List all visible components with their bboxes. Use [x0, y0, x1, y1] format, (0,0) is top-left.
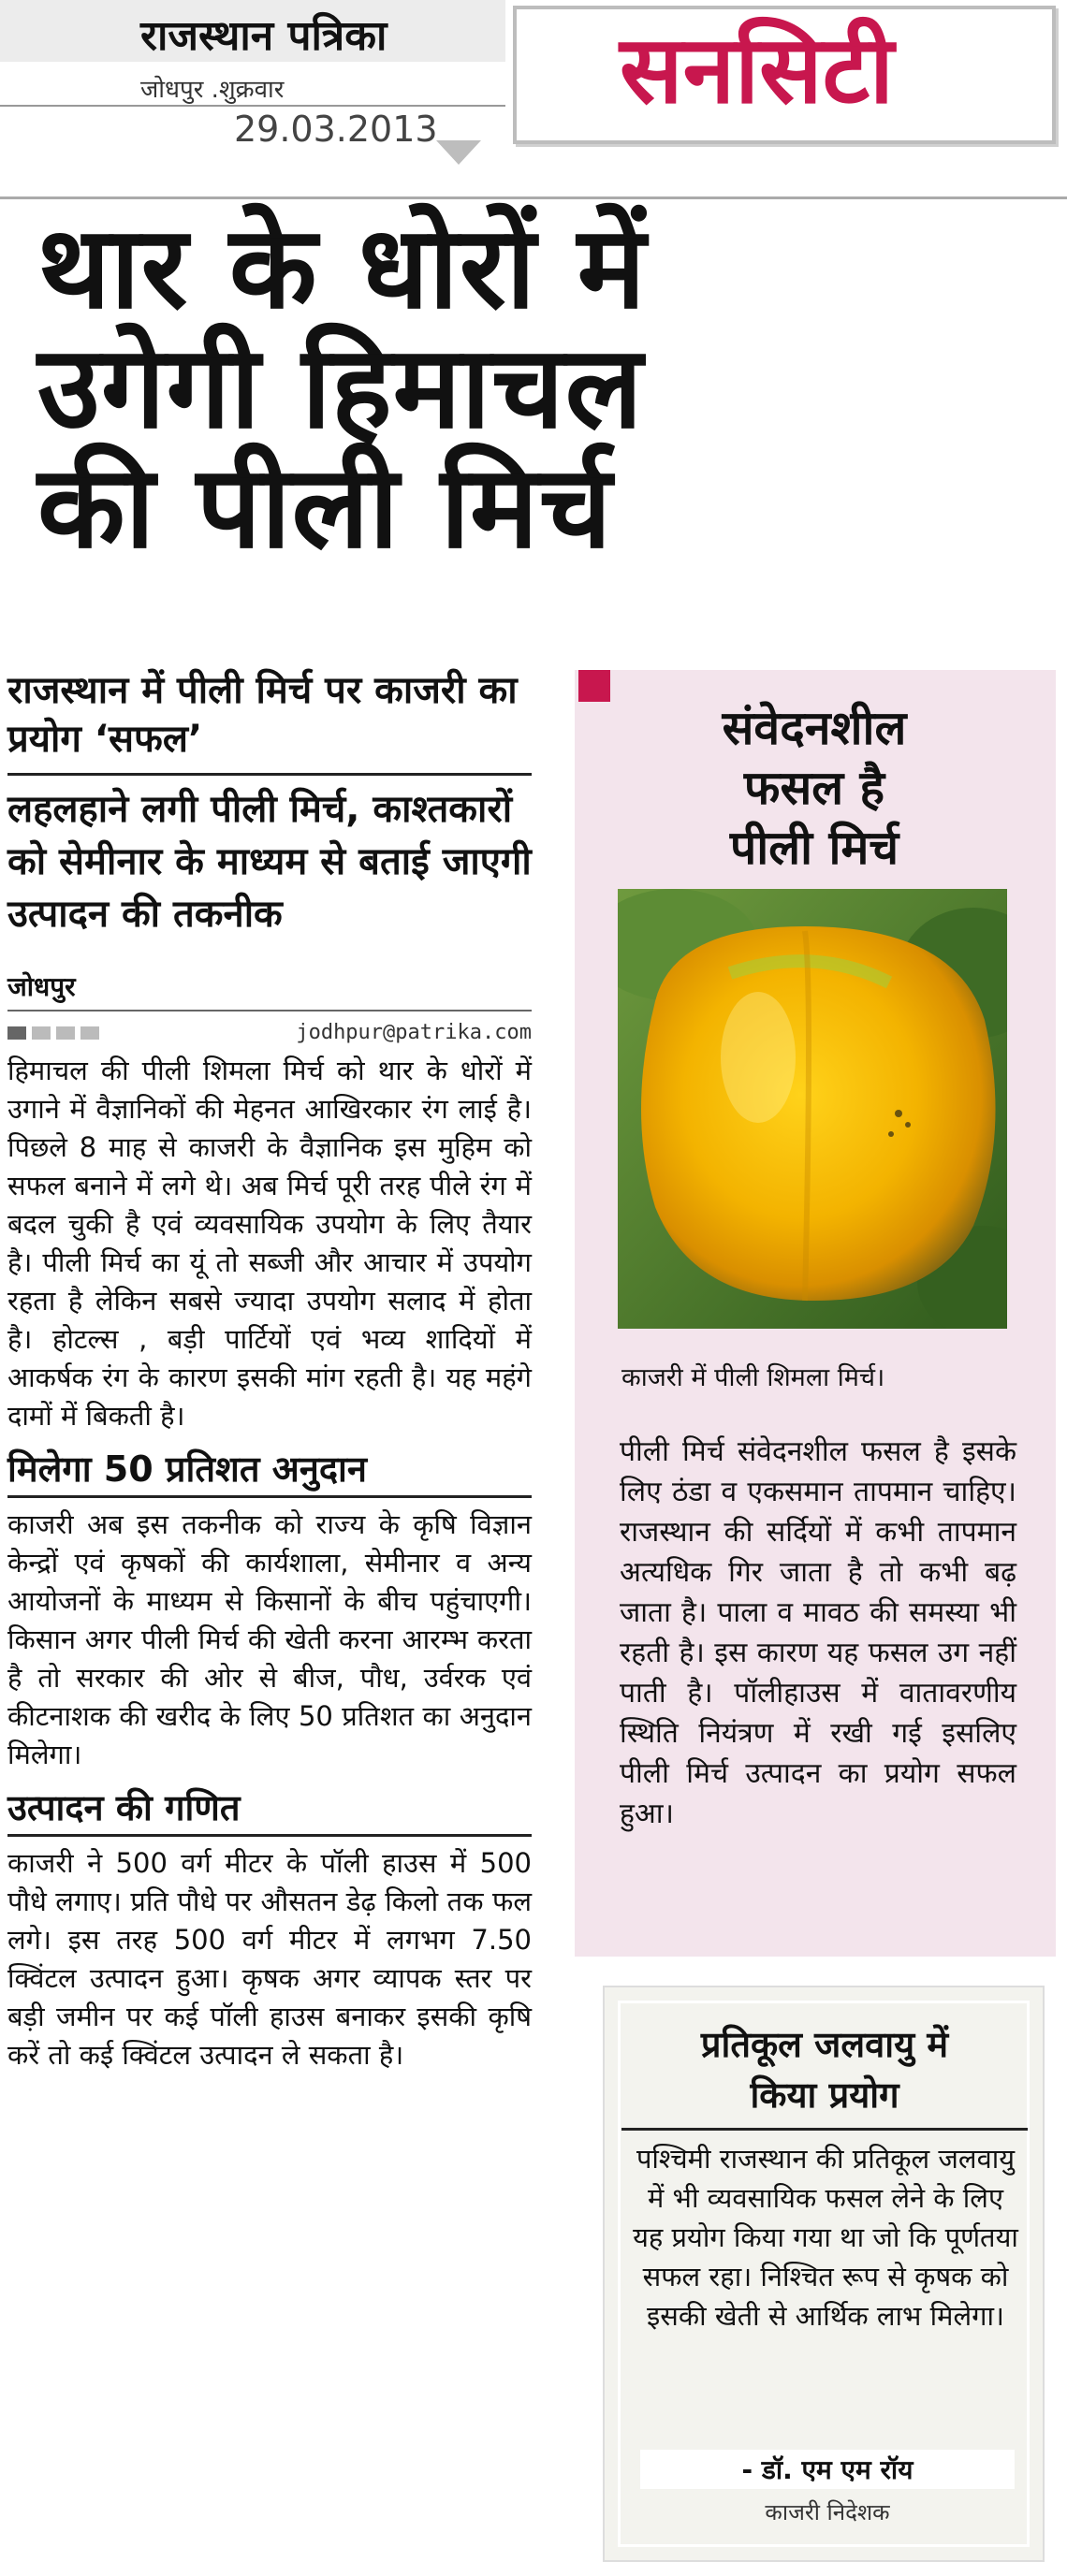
byline-email: jodhpur@patrika.com	[296, 1021, 532, 1044]
supplement-name: सनसिटी	[620, 14, 894, 124]
decorative-dots	[7, 1026, 99, 1040]
quote-title-line-1: प्रतिकूल जलवायु में	[700, 2024, 949, 2065]
quote-author-role: काजरी निदेशक	[765, 2499, 890, 2525]
photo-caption: काजरी में पीली शिमला मिर्च।	[621, 1363, 885, 1392]
subhead-production: उत्पादन की गणित	[7, 1785, 532, 1837]
article-paragraph-3: काजरी ने 500 वर्ग मीटर के पॉली हाउस में 500 पौधे लगाए। प्रति पौधे पर औसतन डेढ़ किलो तक फल लगे। इस तरह 500 वर्ग मीटर में लगभग 7.50 क्विंटल उत्पादन हुआ। कृषक अगर व्यापक स्तर पर बड़ी जमीन पर कई पॉली हाउस बनाकर इसकी कृषि करें तो कई क्विंटल उत्पादन ले सकता है।	[7, 1847, 532, 2071]
banner-pointer	[436, 140, 481, 165]
article-paragraph-1: हिमाचल की पीली शिमला मिर्च को थार के धोरों में उगाने में वैज्ञानिकों की मेहनत आखिरकार रंग लाई है। पिछले 8 माह से काजरी के वैज्ञानिक इस मुहिम को सफल बनाने में लगे थे। अब मिर्च पूरी तरह पीले रंग में बदल चुकी है एवं व्यवसायिक उपयोग के लिए तैयार है। पीली मिर्च का यूं तो सब्जी और आचार में उपयोग रहता है लेकिन सबसे ज्यादा उपयोग सलाद में होता है। होटल्स , बड़ी पार्टियों एवं भव्य शादियों में आकर्षक रंग के कारण इसकी मांग रहती है। यह महंगे दामों में बिकती है।	[7, 1055, 532, 1432]
sidebar-title	[599, 698, 1030, 878]
masthead-divider	[0, 196, 1067, 199]
deck-primary: राजस्थान में पीली मिर्च पर काजरी का प्रयोग ‘सफल’	[7, 666, 532, 776]
headline-line-3: की पीली मिर्च	[37, 441, 613, 574]
deck-secondary: लहलहाने लगी पीली मिर्च, काश्तकारों को सेमीनार के माध्यम से बताई जाएगी उत्पादन की तकनीक	[7, 788, 532, 936]
supplement-banner	[513, 6, 1056, 144]
sidebar-accent-square	[578, 670, 610, 702]
edition-city-day: जोधपुर .शुक्रवार	[140, 76, 285, 104]
sidebar-text: पीली मिर्च संवेदनशील फसल है इसके लिए ठंडा व एकसमान तापमान चाहिए। राजस्थान की सर्दियों में कभी तापमान अत्यधिक गिर जाता है तो कभी बढ़ जाता है। पाला व मावठ की समस्या भी रहती है। इस कारण यह फसल उग नहीं पाती है। पॉलीहाउस में वातावरणीय स्थिति नियंत्रण में रखी गई इसलिए पीली मिर्च उत्पादन का प्रयोग सफल हुआ।	[620, 1435, 1016, 1830]
headline-line-1: थार के धोरों में	[37, 201, 647, 334]
quote-title	[621, 2019, 1028, 2131]
sidebar-title-line-1: संवेदनशील	[722, 701, 907, 755]
issue-date: 29.03.2013	[234, 109, 438, 150]
quote-author: - डॉ. एम एम रॉय	[640, 2450, 1015, 2489]
byline-row	[7, 1021, 532, 1044]
yellow-pepper-illustration	[618, 889, 1007, 1329]
newspaper-name: राजस्थान पत्रिका	[0, 0, 505, 62]
byline-place: जोधपुर	[7, 968, 532, 1011]
headline	[37, 201, 1048, 574]
yellow-pepper-photo	[618, 889, 1007, 1329]
quote-title-line-2: किया प्रयोग	[750, 2074, 899, 2116]
sidebar-title-line-2: फसल है	[743, 761, 885, 815]
main-article	[7, 666, 532, 2074]
quote-text: पश्चिमी राजस्थान की प्रतिकूल जलवायु में भी व्यवसायिक फसल लेने के लिए यह प्रयोग किया गया था जो कि पूर्णतया सफल रहा। निश्चित रूप से कृषक को इसकी खेती से आर्थिक लाभ मिलेगा।	[633, 2143, 1018, 2332]
masthead	[0, 0, 505, 196]
sidebar-title-line-3: पीली मिर्च	[729, 821, 899, 875]
masthead-rule	[0, 105, 505, 107]
headline-line-2: उगेगी हिमाचल	[37, 321, 644, 454]
subhead-subsidy: मिलेगा 50 प्रतिशत अनुदान	[7, 1447, 532, 1498]
article-paragraph-2: काजरी अब इस तकनीक को राज्य के कृषि विज्ञान केन्द्रों एवं कृषकों की कार्यशाला, सेमीनार व अन्य आयोजनों के माध्यम से किसानों के बीच पहुंचाएगी। किसान अगर पीली मिर्च की खेती करना आरम्भ करता है तो सरकार की ओर से बीज, पौध, उर्वरक एवं कीटनाशक की खरीद के लिए 50 प्रतिशत का अनुदान मिलेगा।	[7, 1508, 532, 1770]
